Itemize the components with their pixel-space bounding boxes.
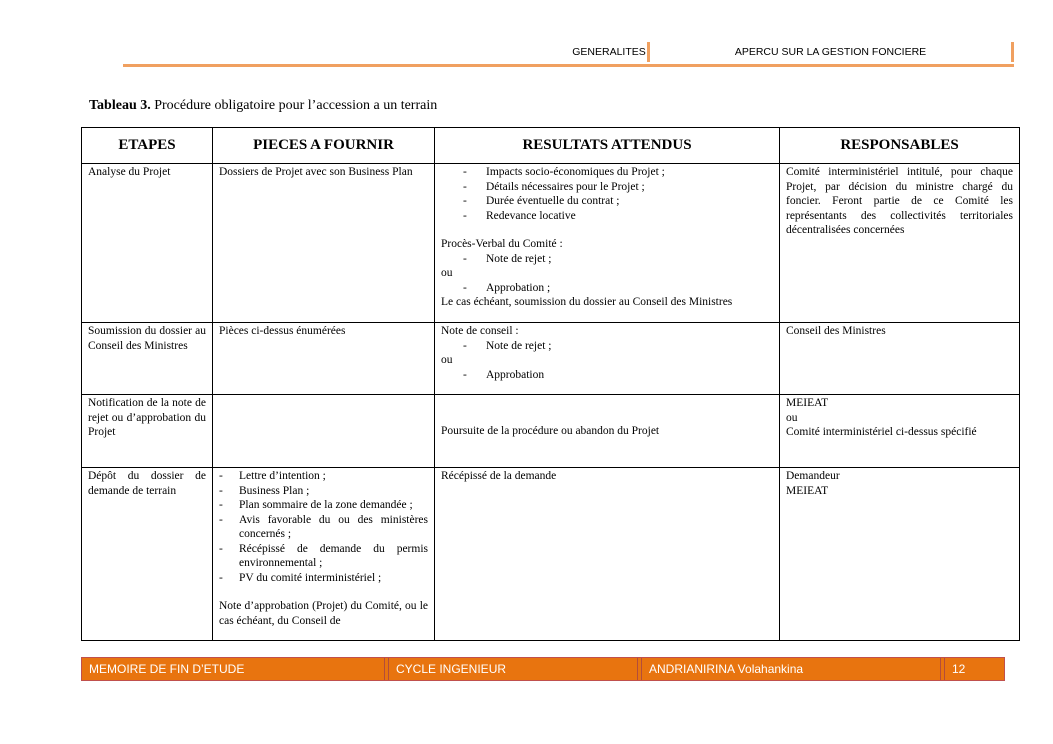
responsable-line: Comité interministériel ci-dessus spécifié xyxy=(786,426,977,438)
pieces-list xyxy=(219,469,428,585)
header-section: GENERALITES xyxy=(571,42,650,62)
pieces-cell: Pièces ci-dessus énumérées xyxy=(219,325,346,337)
list-item: - Note de rejet ; xyxy=(441,339,773,354)
pieces-cell: Dossiers de Projet avec son Business Plan xyxy=(219,166,413,178)
note-conseil-label: Note de conseil : xyxy=(441,325,519,337)
col-header-etapes: ETAPES xyxy=(82,128,213,164)
list-item: - Lettre d’intention ; xyxy=(219,469,428,484)
etape-cell: Notification de la note de rejet ou d’approbation du Projet xyxy=(88,397,206,438)
list-item: - PV du comité interministériel ; xyxy=(219,571,428,586)
page-footer xyxy=(81,657,1005,681)
table-row xyxy=(82,323,1020,395)
pieces-cell xyxy=(213,468,434,639)
ou-text: ou xyxy=(441,354,453,366)
footer-author: ANDRIANIRINA Volahankina xyxy=(641,658,941,680)
note-approbation: Note d’approbation (Projet) du Comité, ou le cas échéant, du Conseil de xyxy=(219,600,428,627)
list-item: - Note de rejet ; xyxy=(441,252,773,267)
footer-page-number: 12 xyxy=(944,658,1004,680)
resultats-end: Le cas échéant, soumission du dossier au Conseil des Ministres xyxy=(441,296,733,308)
responsables-cell xyxy=(780,395,1019,440)
pieces-cell xyxy=(213,395,434,396)
page-header xyxy=(123,42,1014,67)
table-row xyxy=(82,164,1020,323)
responsable-line: MEIEAT xyxy=(786,484,829,497)
table-caption xyxy=(89,98,437,114)
pv-label: Procès-Verbal du Comité : xyxy=(441,238,563,250)
responsables-cell xyxy=(780,468,1019,498)
table-row xyxy=(82,395,1020,468)
table-header-row xyxy=(82,128,1020,164)
list-item: - Approbation ; xyxy=(441,281,773,296)
list-item: - Business Plan ; xyxy=(219,484,428,499)
list-item: - Redevance locative xyxy=(441,209,773,224)
resultats-cell xyxy=(435,164,779,310)
col-header-pieces: PIECES A FOURNIR xyxy=(213,128,435,164)
ou-text: ou xyxy=(441,267,453,279)
etape-cell: Soumission du dossier au Conseil des Ministres xyxy=(88,325,206,352)
list-item: - Plan sommaire de la zone demandée ; xyxy=(219,498,428,513)
list-item: - Approbation xyxy=(441,368,773,383)
responsable-line: Demandeur xyxy=(786,470,840,482)
resultats-cell xyxy=(435,323,779,382)
responsables-cell: Conseil des Ministres xyxy=(786,325,886,337)
responsables-cell: Comité interministériel intitulé, pour chaque Projet, par décision du ministre chargé du foncier. Feront partie de ce Comité les représentants des collectivités territoriales décentralisées concernées xyxy=(786,166,1013,236)
list-item: - Détails nécessaires pour le Projet ; xyxy=(441,180,773,195)
responsable-line: ou xyxy=(786,411,798,424)
list-item: - Durée éventuelle du contrat ; xyxy=(441,194,773,209)
resultats-cell: Poursuite de la procédure ou abandon du Projet xyxy=(441,425,660,438)
etape-cell: Analyse du Projet xyxy=(88,166,171,178)
footer-cycle: CYCLE INGENIEUR xyxy=(388,658,638,680)
responsable-line: MEIEAT xyxy=(786,397,829,409)
list-item: - Impacts socio-économiques du Projet ; xyxy=(441,165,773,180)
resultats-list xyxy=(441,165,773,223)
footer-memoire: MEMOIRE DE FIN D’ETUDE xyxy=(89,662,245,676)
header-subsection: APERCU SUR LA GESTION FONCIERE xyxy=(650,42,1014,62)
list-item: - Récépissé de demande du permis environnemental ; xyxy=(219,542,428,571)
list-item: - Avis favorable du ou des ministères concernés ; xyxy=(219,513,428,542)
table-row xyxy=(82,468,1020,641)
resultats-cell: Récépissé de la demande xyxy=(441,470,557,482)
etape-cell: Dépôt du dossier de demande de terrain xyxy=(88,470,206,497)
procedure-table xyxy=(81,127,1020,641)
caption-label: Tableau 3. xyxy=(89,98,151,113)
col-header-resultats: RESULTATS ATTENDUS xyxy=(435,128,780,164)
caption-text: Procédure obligatoire pour l’accession a un terrain xyxy=(150,98,438,113)
col-header-responsables: RESPONSABLES xyxy=(780,128,1020,164)
